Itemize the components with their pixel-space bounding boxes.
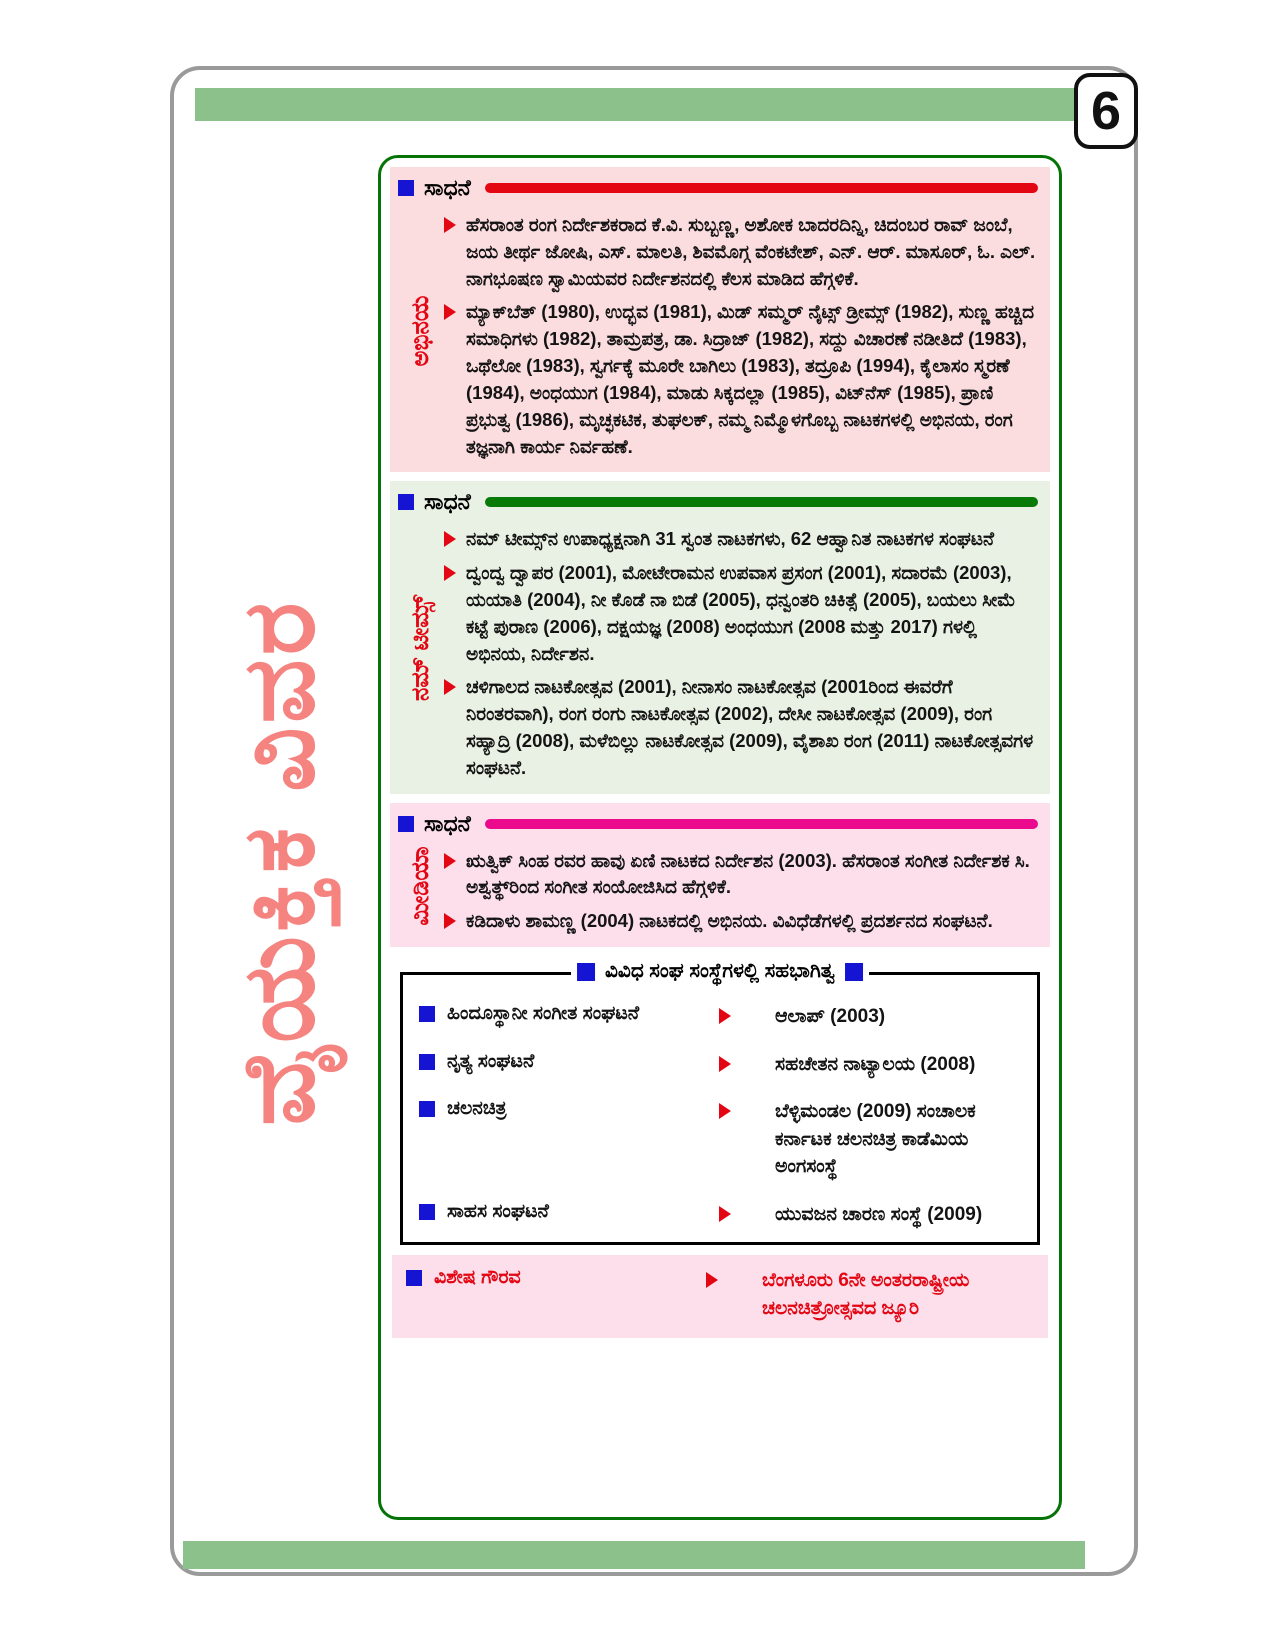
magenta-rule	[485, 819, 1038, 829]
special-honor-label-text: ವಿಶೇಷ ಗೌರವ	[434, 1267, 521, 1289]
triangle-bullet-icon	[444, 913, 456, 929]
blue-square-icon	[577, 963, 595, 981]
triangle-bullet-icon	[719, 1206, 731, 1222]
side-label-column	[398, 201, 444, 460]
bullet-item	[444, 560, 1038, 667]
section-side-label: ಅಭಿನಯ	[407, 295, 434, 367]
red-rule	[485, 183, 1038, 193]
section-side-label: ನಮ್ ಟೀಮ್ಸ್	[407, 595, 434, 702]
section-header	[398, 175, 1038, 201]
bullet-list	[444, 515, 1038, 781]
section-body	[398, 201, 1038, 460]
side-vertical-title: ವೈಯಕ್ತಿಕ ವಿವರ	[223, 598, 335, 1126]
blue-square-icon	[419, 1101, 435, 1117]
bullet-item	[444, 908, 1038, 935]
bullet-text: ನಮ್ ಟೀಮ್ಸ್‌ನ ಉಪಾಧ್ಯಕ್ಷನಾಗಿ 31 ಸ್ವಂತ ನಾಟಕಗಳು, 62 ಆಹ್ವಾನಿತ ನಾಟಕಗಳ ಸಂಘಟನೆ	[466, 528, 995, 550]
organizations-table	[400, 960, 1040, 1245]
org-label	[419, 1201, 719, 1223]
table-row	[415, 1088, 1027, 1191]
triangle-bullet-icon	[444, 853, 456, 869]
blue-square-icon	[419, 1006, 435, 1022]
bullet-text: ಕಡಿದಾಳು ಶಾಮಣ್ಣ (2004) ನಾಟಕದಲ್ಲಿ ಅಭಿನಯ. ವಿವಿಧೆಡೆಗಳಲ್ಲಿ ಪ್ರದರ್ಶನದ ಸಂಘಟನೆ.	[466, 910, 993, 932]
table-row	[415, 1041, 1027, 1089]
section-heading: ಸಾಧನೆ	[424, 810, 471, 836]
section-header	[398, 811, 1038, 837]
content-box	[378, 155, 1062, 1520]
table-title-text: ವಿವಿಧ ಸಂಘ ಸಂಸ್ಥೆಗಳಲ್ಲಿ ಸಹಭಾಗಿತ್ವ	[605, 960, 835, 983]
triangle-bullet-icon	[706, 1272, 718, 1288]
triangle-bullet-icon	[719, 1056, 731, 1072]
org-label-text: ಚಲನಚಿತ್ರ	[447, 1098, 507, 1120]
section-side-label: ಮೀಡಿಯಾ	[407, 846, 434, 926]
table-row	[415, 993, 1027, 1041]
special-honor-label	[406, 1267, 706, 1289]
blue-square-icon	[398, 816, 414, 832]
top-green-bar	[195, 88, 1078, 121]
triangle-bullet-icon	[444, 679, 456, 695]
section-header	[398, 489, 1038, 515]
blue-square-icon	[845, 963, 863, 981]
bullet-text: ಋತ್ವಿಕ್ ಸಿಂಹ ರವರ ಹಾವು ಏಣಿ ನಾಟಕದ ನಿರ್ದೇಶನ (2003). ಹೆಸರಾಂತ ಸಂಗೀತ ನಿರ್ದೇಶಕ ಸಿ. ಅಶ್ವತ್ಥ್‌ರಿಂದ ಸಂಗೀತ ಸಂಯೋಜಿಸಿದ ಹೆಗ್ಗಳಿಕೆ.	[466, 849, 1030, 898]
bullet-item	[444, 674, 1038, 781]
bullet-text: ಹೆಸರಾಂತ ರಂಗ ನಿರ್ದೇಶಕರಾದ ಕೆ.ವಿ. ಸುಬ್ಬಣ್ಣ, ಅಶೋಕ ಬಾದರದಿನ್ನಿ, ಚಿದಂಬರ ರಾವ್ ಜಂಬೆ, ಜಯ ತೀರ್ಥ ಜೋಷಿ, ಎಸ್. ಮಾಲತಿ, ಶಿವಮೊಗ್ಗ ವೆಂಕಟೇಶ್, ಎನ್. ಆರ್. ಮಾಸೂರ್, ಓ. ಎಲ್. ನಾಗಭೂಷಣ ಸ್ವಾಮಿಯವರ ನಿರ್ದೇಶನದಲ್ಲಿ ಕೆಲಸ ಮಾಡಿದ ಹೆಗ್ಗಳಿಕೆ.	[466, 214, 1036, 289]
blue-square-icon	[406, 1270, 422, 1286]
triangle-bullet-icon	[444, 217, 456, 233]
section-heading: ಸಾಧನೆ	[424, 175, 471, 200]
side-label-column	[398, 837, 444, 935]
triangle-bullet-icon	[719, 1103, 731, 1119]
bullet-item	[444, 848, 1038, 902]
bottom-green-bar	[183, 1541, 1085, 1569]
section-media	[390, 803, 1050, 947]
triangle-bullet-icon	[444, 531, 456, 547]
side-label-column	[398, 515, 444, 781]
blue-square-icon	[419, 1054, 435, 1070]
page-number: 6	[1090, 81, 1122, 141]
blue-square-icon	[419, 1204, 435, 1220]
special-honor-row	[392, 1255, 1048, 1338]
green-rule	[485, 497, 1038, 507]
page-number-badge	[1074, 73, 1138, 149]
section-abhinaya	[390, 167, 1050, 472]
section-nam-teams	[390, 481, 1050, 793]
org-value: ಆಲಾಪ್ (2003)	[775, 1006, 886, 1028]
bullet-item	[444, 212, 1038, 292]
org-value: ಸಹಚೇತನ ನಾಟ್ಯಾಲಯ (2008)	[775, 1053, 976, 1075]
org-label-text: ಸಾಹಸ ಸಂಘಟನೆ	[447, 1200, 549, 1222]
organizations-table-title	[571, 960, 869, 983]
org-label	[419, 1098, 719, 1120]
blue-square-icon	[398, 180, 414, 196]
section-body	[398, 837, 1038, 935]
bullet-item	[444, 299, 1038, 460]
bullet-text: ಚಳಿಗಾಲದ ನಾಟಕೋತ್ಸವ (2001), ನೀನಾಸಂ ನಾಟಕೋತ್ಸವ (2001ರಿಂದ ಈವರೆಗೆ ನಿರಂತರವಾಗಿ), ರಂಗ ರಂಗು ನಾಟಕೋತ್ಸವ (2002), ದೇಸೀ ನಾಟಕೋತ್ಸವ (2009), ರಂಗ ಸಹ್ಯಾದ್ರಿ (2008), ಮಳೆಬಿಲ್ಲು ನಾಟಕೋತ್ಸವ (2009), ವೈಶಾಖ ರಂಗ (2011) ನಾಟಕೋತ್ಸವಗಳ ಸಂಘಟನೆ.	[466, 676, 1034, 778]
bullet-list	[444, 837, 1038, 935]
section-heading: ಸಾಧನೆ	[424, 489, 471, 515]
triangle-bullet-icon	[444, 565, 456, 581]
bullet-text: ದ್ವಂದ್ವ ದ್ವಾಪರ (2001), ಮೋಟೇರಾಮನ ಉಪವಾಸ ಪ್ರಸಂಗ (2001), ಸದಾರಮೆ (2003), ಯಯಾತಿ (2004), ನೀ ಕೊಡೆ ನಾ ಬಿಡೆ (2005), ಧನ್ವಂತರಿ ಚಿಕಿತ್ಸೆ (2005), ಬಯಲು ಸೀಮೆ ಕಟ್ಟೆ ಪುರಾಣ (2006), ದಕ್ಷಯಜ್ಞ (2008) ಅಂಧಯುಗ (2008 ಮತ್ತು 2017) ಗಳಲ್ಲಿ ಅಭಿನಯ, ನಿರ್ದೇಶನ.	[466, 562, 1016, 664]
blue-square-icon	[398, 494, 414, 510]
bullet-text: ಮ್ಯಾಕ್‌ಬೆತ್ (1980), ಉದ್ಭವ (1981), ಮಿಡ್ ಸಮ್ಮರ್ ನೈಟ್ಸ್ ಡ್ರೀಮ್ಸ್ (1982), ಸುಣ್ಣ ಹಚ್ಚಿದ ಸಮಾಧಿಗಳು (1982), ತಾಮ್ರಪತ್ರ, ಡಾ. ಸಿದ್ರಾಜ್ (1982), ಸದ್ದು ವಿಚಾರಣೆ ನಡೀತಿದೆ (1983), ಒಥೆಲೋ (1983), ಸ್ವರ್ಗಕ್ಕೆ ಮೂರೇ ಬಾಗಿಲು (1983), ತದ್ರೂಪಿ (1994), ಕೈಲಾಸಂ ಸ್ಮರಣೆ (1984), ಅಂಧಯುಗ (1984), ಮಾಡು ಸಿಕ್ಕದಲ್ಲಾ (1985), ವಿಟ್‌ನೆಸ್ (1985), ಪ್ರಾಣಿ ಪ್ರಭುತ್ವ (1986), ಮೃಚ್ಛಕಟಿಕ, ತುಘಲಕ್, ನಮ್ಮ ನಿಮ್ಮೊಳಗೊಬ್ಬ ನಾಟಕಗಳಲ್ಲಿ ಅಭಿನಯ, ರಂಗ ತಜ್ಞನಾಗಿ ಕಾರ್ಯ ನಿರ್ವಹಣೆ.	[466, 301, 1035, 457]
triangle-bullet-icon	[444, 304, 456, 320]
org-label	[419, 1003, 719, 1025]
org-label-text: ನೃತ್ಯ ಸಂಘಟನೆ	[447, 1050, 535, 1072]
special-honor-value: ಬೆಂಗಳೂರು 6ನೇ ಅಂತರರಾಷ್ಟ್ರೀಯ ಚಲನಚಿತ್ರೋತ್ಸವದ ಜ್ಯೂರಿ	[762, 1270, 970, 1319]
org-label-text: ಹಿಂದೂಸ್ಥಾನೀ ಸಂಗೀತ ಸಂಘಟನೆ	[447, 1003, 640, 1025]
bullet-item	[444, 526, 1038, 553]
table-row	[415, 1191, 1027, 1239]
org-value: ಬೆಳ್ಳಿಮಂಡಲ (2009) ಸಂಚಾಲಕ ಕರ್ನಾಟಕ ಚಲನಚಿತ್ರ ಕಾಡೆಮಿಯ ಅಂಗಸಂಸ್ಥೆ	[775, 1101, 976, 1178]
org-value: ಯುವಜನ ಚಾರಣ ಸಂಸ್ಥೆ (2009)	[775, 1203, 983, 1225]
triangle-bullet-icon	[719, 1008, 731, 1024]
section-body	[398, 515, 1038, 781]
org-label	[419, 1051, 719, 1073]
bullet-list	[444, 201, 1038, 460]
